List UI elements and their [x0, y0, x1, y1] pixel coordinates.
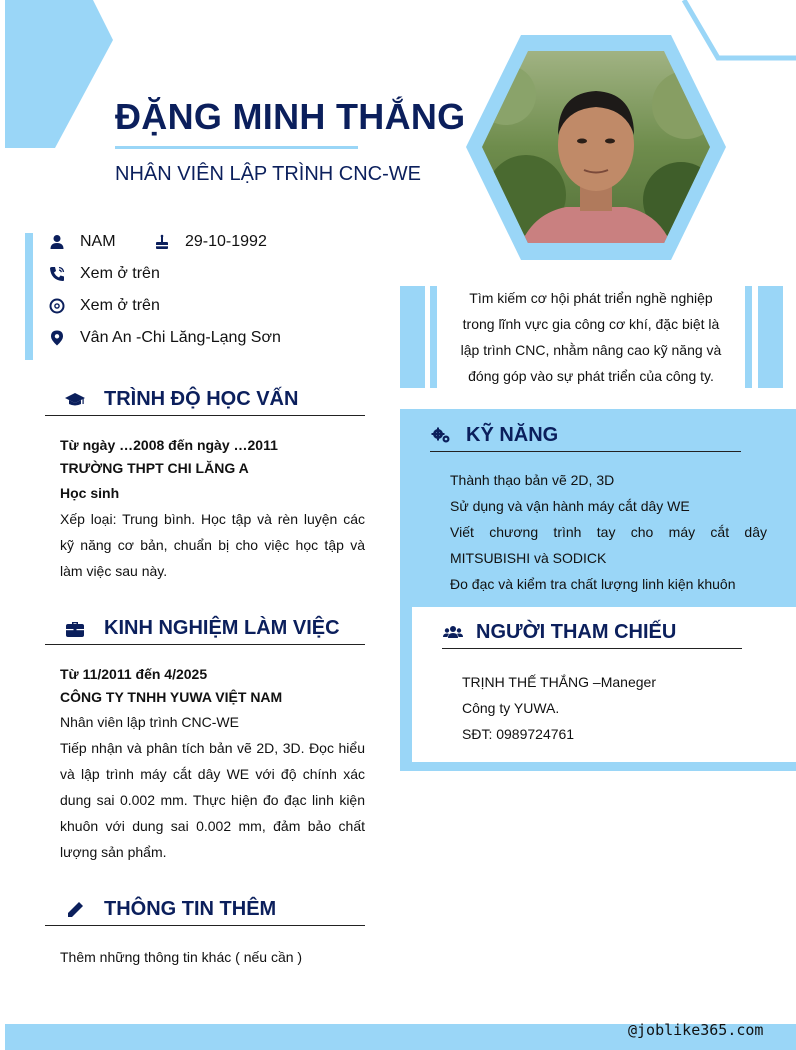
objective-bar-right-thin [745, 286, 752, 388]
references-divider [442, 648, 742, 649]
contact-birthday [153, 233, 267, 251]
contact-gender [48, 233, 116, 251]
experience-period: Từ 11/2011 đến 4/2025 [60, 666, 208, 682]
education-period: Từ ngày …2008 đến ngày …2011 [60, 437, 278, 453]
users-icon [442, 622, 464, 644]
objective-bar-right-wide [758, 286, 783, 388]
email-value: Xem ở trên [80, 297, 160, 314]
reference-company: Công ty YUWA. [462, 700, 560, 716]
birthday-cake-icon [153, 233, 171, 251]
gender-value: NAM [80, 233, 116, 250]
footer-watermark: @joblike365.com [628, 1021, 764, 1039]
reference-phone: SĐT: 0989724761 [462, 726, 575, 742]
education-role: Học sinh [60, 485, 120, 501]
skills-heading [430, 424, 558, 447]
contact-accent-bar [25, 233, 33, 360]
pencil-icon [64, 899, 86, 921]
objective-bar-left-thin [430, 286, 437, 388]
contact-email [48, 297, 160, 315]
education-heading [64, 388, 298, 411]
skill-item: Đo đạc và kiểm tra chất lượng linh kiện khuôn [450, 576, 736, 592]
skills-divider [430, 451, 741, 452]
phone-value: Xem ở trên [80, 265, 160, 282]
objective-bar-left-wide [400, 286, 425, 388]
job-title: NHÂN VIÊN LẬP TRÌNH CNC-WE [115, 163, 421, 185]
skill-item: Sử dụng và vận hành máy cắt dây WE [450, 498, 690, 514]
experience-heading [64, 617, 340, 640]
briefcase-icon [64, 618, 86, 640]
experience-position: Nhân viên lập trình CNC-WE [60, 714, 239, 730]
gears-icon [430, 425, 452, 447]
additional-heading [64, 898, 276, 921]
skill-item: Viết chương trình tay cho máy cắt dây MITSUBISHI và SODICK [450, 524, 767, 566]
contact-address [48, 329, 281, 347]
experience-divider [45, 644, 365, 645]
additional-title: THÔNG TIN THÊM [104, 898, 277, 920]
references-title: NGƯỜI THAM CHIẾU [476, 621, 677, 643]
experience-description: Tiếp nhận và phân tích bản vẽ 2D, 3D. Đọc hiểu và lập trình máy cắt dây WE với độ chính xác dung sai 0.002 mm. Thực hiện đo đạc linh kiện khuôn với dung sai 0.002 mm, đảm bảo chất lượng sản phẩm. [60, 740, 365, 860]
location-pin-icon [48, 329, 66, 347]
candidate-name: ĐẶNG MINH THẮNG [115, 96, 466, 137]
phone-icon [48, 265, 66, 283]
skills-title: KỸ NĂNG [466, 424, 559, 446]
reference-person: TRỊNH THẾ THẮNG –Maneger [462, 674, 656, 690]
career-objective: Tìm kiếm cơ hội phát triển nghề nghiệp trong lĩnh vực gia công cơ khí, đặc biệt là lập trình CNC, nhằm nâng cao kỹ năng và đóng góp vào sự phát triển của công ty. [460, 290, 722, 384]
contact-phone [48, 265, 160, 283]
address-value: Vân An -Chi Lăng-Lạng Sơn [80, 329, 281, 346]
graduation-cap-icon [64, 389, 86, 411]
additional-text: Thêm những thông tin khác ( nếu cần ) [60, 949, 303, 965]
name-underline [115, 146, 358, 149]
references-heading [442, 621, 676, 644]
skill-item: Thành thạo bản vẽ 2D, 3D [450, 472, 615, 488]
person-icon [48, 233, 66, 251]
education-title: TRÌNH ĐỘ HỌC VẤN [104, 388, 299, 410]
education-divider [45, 415, 365, 416]
birthday-value: 29-10-1992 [185, 233, 267, 250]
profile-photo [466, 35, 726, 260]
education-school: TRƯỜNG THPT CHI LĂNG A [60, 460, 249, 476]
experience-title: KINH NGHIỆM LÀM VIỆC [104, 617, 340, 639]
additional-divider [45, 925, 365, 926]
education-description: Xếp loại: Trung bình. Học tập và rèn luyện các kỹ năng cơ bản, chuẩn bị cho việc học tập và làm việc sau này. [60, 511, 365, 579]
email-at-icon [48, 297, 66, 315]
experience-company: CÔNG TY TNHH YUWA VIỆT NAM [60, 689, 283, 705]
decorative-shape-left [5, 0, 113, 148]
